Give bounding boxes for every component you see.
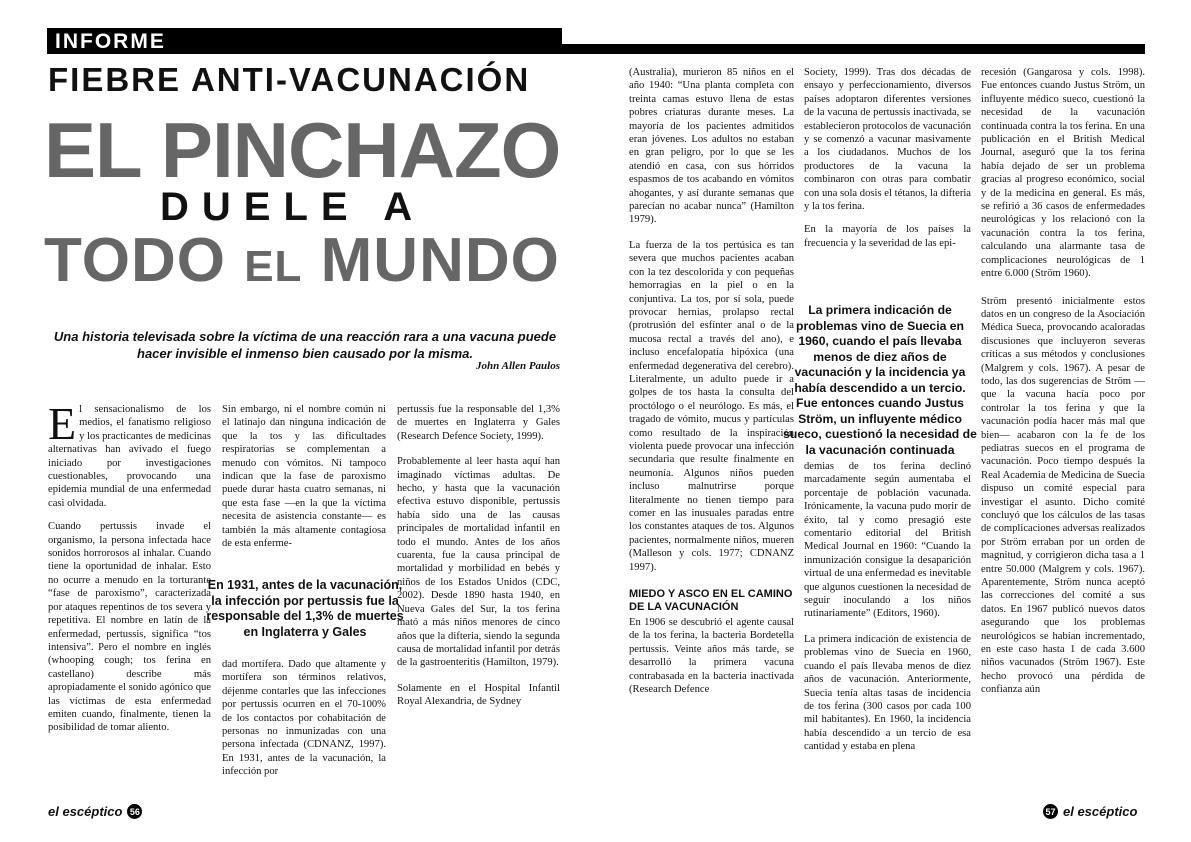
paragraph: Solamente en el Hospital Infantil Royal Alexandria, de Sydney bbox=[397, 682, 560, 708]
text-column-2-top: Sin embargo, ni el nombre común ni el latinajo dan ninguna indicación de que la tos y las dificultades respiratorias se complementan a menudo con vómitos. Ni tampoco indican que la fase de paroxismo puede durar hasta cuatro semanas, ni que esta fase —en la que la víctima necesita de asistencia constante— es también la más altamente contagiosa de esta enferme- bbox=[222, 404, 386, 550]
text-column-2-bottom: dad mortífera. Dado que altamente y mortífera son términos relativos, déjenme contarles que las infecciones por pertussis ocurren en el 70-100% de los contactos por cohabitación de personas no inmunizadas con una persona infectada (CDNANZ, 1997). En 1931, antes de la vacunación, la infección por bbox=[222, 659, 386, 778]
author-byline: John Allen Paulos bbox=[476, 360, 560, 372]
text-column-6 bbox=[981, 66, 1145, 798]
paragraph: pertussis fue la responsable del 1,3% de muertes en Inglaterra y Gales (Research Defence Society, 1999). bbox=[397, 404, 560, 442]
magazine-name: el escéptico bbox=[1063, 804, 1138, 819]
paragraph: Cuando pertussis invade el organismo, la persona infectada hace sonidos horrorosos al inhalar. Cuando tiene la oportunidad de inhalar. Esto no ocurre a menudo en la torturante “fase de paroxismo”, caracterizada por ataques repentinos de tos severa y repetitiva. El nombre en latín de la enfermedad, pertussis, significa “tos intensiva”. Pero el nombre en inglés (whooping cough; tos ferina en castellano) describe más apropiadamente el sonido agónico que las víctimas de esta enfermedad emiten cuando, finalmente, tienen la posibilidad de tomar aliento. bbox=[48, 521, 211, 734]
text-column-3 bbox=[397, 403, 560, 778]
paragraph: Ström presentó inicialmente estos datos en un congreso de la Asociación Médica Sueca, provocando acaloradas discusiones que incluyeron severas críticas a sus métodos y conclusiones (Malgrem y cols. 1967). A pesar de todo, las dos sugerencias de Ström —que la vacuna hacía poco por controlar la tos ferina y que la vacunación podía hacer más mal que bien— acabaron con la fe de los pediatras suecos en el programa de vacunación. Poco tiempo después la Real Academia de Medicina de Suecia dispuso un comité especial para investigar el asunto. Dicho comité concluyó que los cálculos de las tasas de complicaciones adversas realizados por Ström erraban por un orden de magnitud, y corrigieron dicha tasa a 1 entre 50.000 (Malgrem y cols. 1967). Aparentemente, Ström nunca aceptó las correcciones del comité a sus datos. En 1967 publicó nuevos datos asegurando que los problemas neurológicos se habían incrementado, en este caso hasta 1 de cada 3.600 niños vacunados (Ström 1967). Este hecho provocó una pérdida de confianza aún bbox=[981, 295, 1145, 696]
drop-cap: E bbox=[48, 403, 77, 449]
pull-quote-2: La primera indicación de problemas vino de Suecia en 1960, cuando el país llevaba menos de diez años de vacunación y la incidencia ya había descendido a un tercio. Fue entonces cuando Justus Ström, un influyente médico sueco, cuestionó la necesidad de la vacunación continuada bbox=[783, 303, 977, 457]
magazine-name: el escéptico bbox=[48, 804, 123, 819]
paragraph: recesión (Gangarosa y cols. 1998). Fue entonces cuando Justus Ström, un influyente médico sueco, cuestionó la necesidad de la vacunación continuada contra la tos ferina. En una publicación en el British Medical Journal, aseguró que la tos ferina había dejado de ser un problema gracias al progreso económico, social y de la medicina en general. Es más, se refirió a 36 casos de enfermedades neurológicas y los relacionó con la vacunación contra la tos ferina, calculando una alarmante tasa de complicaciones neurológicas de 1 entre 6.000 (Ström 1960). bbox=[981, 67, 1145, 280]
section-label: INFORME bbox=[55, 30, 166, 53]
kicker-headline: FIEBRE ANTI-VACUNACIÓN bbox=[48, 61, 531, 98]
paragraph: La primera indicación de existencia de problemas vino de Suecia en 1960, cuando el país llevaba menos de diez años de vacunación. Anteriormente, Suecia tenía altas tasas de incidencia de tos ferina (300 casos por cada 100 mil habitantes). En 1960, la incidencia había descendido a un tercio de esa cantidad y estaba en plena bbox=[804, 633, 971, 753]
pull-quote-1: En 1931, antes de la vacunación, la infección por pertussis fue la responsable del 1,3% de muertes en Inglaterra y Gales bbox=[206, 578, 404, 639]
title-word-todo: TODO bbox=[44, 226, 245, 295]
text-column-5-bottom bbox=[804, 460, 971, 800]
page-number-badge: 57 bbox=[1043, 804, 1058, 819]
text-column-4 bbox=[629, 66, 794, 796]
footer-left bbox=[48, 804, 142, 819]
title-line-2: DUELE A bbox=[160, 185, 426, 229]
title-line-3 bbox=[44, 226, 574, 302]
title-word-el: EL bbox=[244, 242, 303, 291]
footer-right bbox=[1043, 804, 1137, 819]
paragraph: En la mayoría de los países la frecuencia y la severidad de las epi- bbox=[804, 224, 971, 249]
title-line-1: EL PINCHAZO bbox=[44, 106, 561, 194]
section-subhead: MIEDO Y ASCO EN EL CAMINO DE LA VACUNACIÓN bbox=[629, 588, 793, 614]
paragraph: Society, 1999). Tras dos décadas de ensayo y perfeccionamiento, diversos países adoptaron diferentes versiones de la vacuna de pertussis inactivada, se establecieron protocolos de vacunación y se comenzó a vacunar masivamente a los ciudadanos. Muchos de los productores de la vacuna la combinaron con otras para combatir con una sola dosis el tétanos, la difteria y la tos ferina. bbox=[804, 67, 971, 213]
paragraph: En 1906 se descubrió el agente causal de la tos ferina, la bacteria Bordetella pertussis. Veinte años más tarde, se desarrolló la primera vacuna contrabasada en la bacteria inactivada (Research Defence bbox=[629, 617, 794, 696]
text-column-1 bbox=[48, 403, 211, 775]
article-subtitle: Una historia televisada sobre la víctima de una reacción rara a una vacuna puede hacer invisible el inmenso bien causado por la misma. bbox=[53, 329, 557, 361]
text-column-5-top bbox=[804, 66, 971, 291]
page-number-badge: 56 bbox=[127, 804, 142, 819]
title-word-mundo: MUNDO bbox=[302, 226, 560, 295]
paragraph: demias de tos ferina declinó marcadamente según aumentaba el porcentaje de población vacunada. Irónicamente, la vacuna pudo morir de éxito, tal y como presagió este comentario editorial del British Medical Journal en 1960: “Cuando la inmunización consigue la desaparición virtual de una enfermedad es inevitable que algunos cuestionen la necesidad de seguir inoculando a los niños rutinariamente” (Editors, 1960). bbox=[804, 461, 971, 620]
paragraph: (Australia), murieron 85 niños en el año 1940: “Una planta completa con treinta camas estuvo llena de estas pobres criaturas durante meses. La mayoría de los pacientes admitidos eran jóvenes. Los adultos no estaban en gran peligro, por lo que se les atendió en casa, con sus hórridos espasmos de tos acabando en vómitos ahogantes, y así durante semanas que parecían no acabar nunca” (Hamilton 1979). bbox=[629, 67, 794, 226]
paragraph: La fuerza de la tos pertúsica es tan severa que muchos pacientes acaban con la tez descolorida y con pequeñas hemorragias en la piel o en la conjuntiva. La tos, por sí sola, puede provocar hernias, prolapso rectal (protrusión del esfínter anal o de la mucosa rectal a través del ano), e incluso encefalopatía hipóxica (una enfermedad degenerativa del cerebro). Literalmente, un adulto puede ir a golpes de tos hasta la consulta del proctólogo o el neurólogo. Es más, el tragado de vómito, mucus y partículas como resultado de la inspiración violenta puede provocar una infección secundaria que resulte finalmente en neumonía. Algunos niños pueden incluso malnutrirse porque literalmente no tienen tiempo para comer en las inusuales paradas entre los constantes ataques de tos. Algunos pacientes, normalmente niños, mueren (Malleson y cols. 1977; CDNANZ 1997). bbox=[629, 239, 794, 573]
paragraph: El sensacionalismo de los medios, el fanatismo religioso y los practicantes de medicinas alternativas han avivado el fuego iniciado por investigaciones cuestionables, provocando una epidemia mundial de una enfermedad casi olvidada. bbox=[48, 403, 211, 509]
header-rule bbox=[562, 44, 1145, 54]
paragraph: Probablemente al leer hasta aquí han imaginado víctimas adultas. De hecho, y hasta que la vacunación efectiva estuvo disponible, pertussis había sido una de las causas principales de mortalidad infantil en todo el mundo. Antes de los años cuarenta, fue la causa principal de mortalidad y morbilidad en bebés y niños de los Estados Unidos (CDC, 2002). Desde 1890 hasta 1940, en Nueva Gales del Sur, la tos ferina mató a más niños menores de cinco años que la difteria, siendo la segunda causa de mortalidad infantil por detrás de la gastroenteritis (Hamilton, 1979). bbox=[397, 456, 560, 669]
